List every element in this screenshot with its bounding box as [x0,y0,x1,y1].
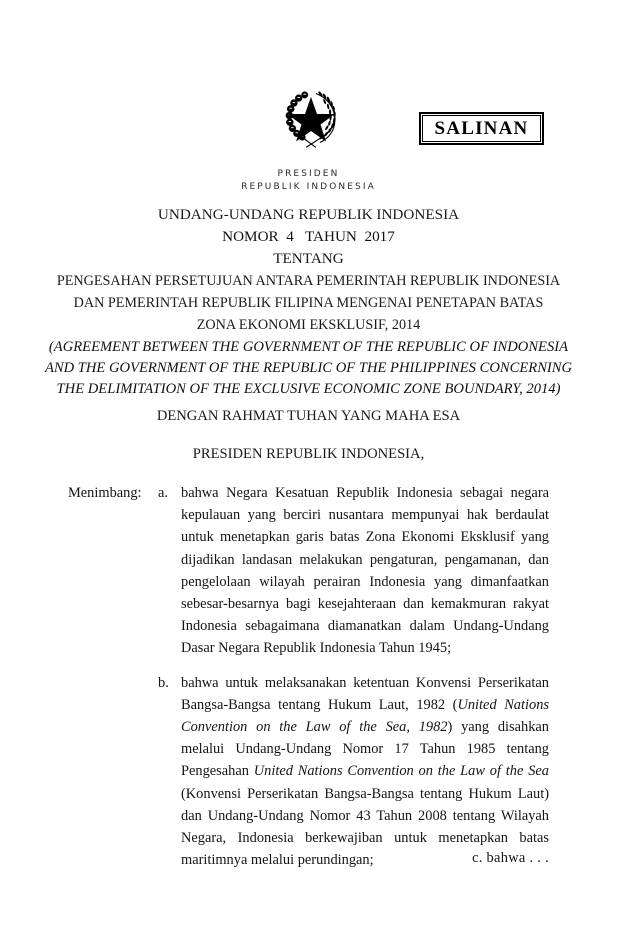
preamble-line-presiden: PRESIDEN REPUBLIK INDONESIA, [192,446,425,462]
document-header [0,70,617,165]
title-line-nomor-tahun: NOMOR 4 TAHUN 2017 [222,228,395,245]
preamble-block [0,406,617,464]
salinan-stamp-inner [422,115,541,142]
document-title-block [0,204,617,400]
title-line-subject-2: DAN PEMERINTAH REPUBLIK FILIPINA MENGENAI PENETAPAN BATAS [73,295,544,311]
text-run: ) yang disahkan melalui Undang-Undang Nomor 17 Tahun 1985 tentang Pengesahan [181,719,549,780]
presidential-seal-star-wreath-icon [276,78,346,158]
salinan-stamp-label: SALINAN [434,118,529,139]
salinan-stamp [419,112,544,145]
presiden-caption [0,168,617,194]
considerans-first-row [0,482,617,660]
title-english-line-2: AND THE GOVERNMENT OF THE REPUBLIC OF THE PHILIPPINES CONCERNING [44,360,573,376]
considerans-item-a [0,482,617,660]
text-run: (Konvensi Perserikatan Bangsa-Bangsa tentang Hukum Laut) dan Undang-Undang Nomor 43 Tahun 2008 tentang Wilayah Negara, Indonesia berkewajiban untuk menetapkan batas maritimnya melalui perundingan; [181,785,549,869]
considerans-item-b-marker: b. [158,674,169,691]
preamble-spacer [0,426,617,444]
title-line-undang-undang: UNDANG-UNDANG REPUBLIK INDONESIA [157,206,460,223]
title-english-line-1: (AGREEMENT BETWEEN THE GOVERNMENT OF THE REPUBLIC OF INDONESIA [48,339,569,355]
considerans-item-b [0,672,617,872]
page-continuation-note: c. bahwa . . . [472,850,549,866]
title-line-tentang: TENTANG [273,250,344,267]
preamble-line-rahmat: DENGAN RAHMAT TUHAN YANG MAHA ESA [156,408,461,424]
italic-citation: United Nations Convention on the Law of the Sea, 1982 [181,696,549,736]
considerans-item-a-text: bahwa Negara Kesatuan Republik Indonesia sebagai negara kepulauan yang berciri nusantara mempunyai hak berdaulat untuk menetapkan garis batas Zona Ekonomi Eksklusif yang dijadikan landasan melakukan pengaturan, pengamanan, dan pengelolaan wilayah perairan Indonesia yang dimanfaatkan sebesar-besarnya bagi kesejahteraan dan kemakmuran rakyat Indonesia sebagaimana diamanatkan dalam Undang-Undang Dasar Negara Republik Indonesia Tahun 1945; [181,485,549,657]
title-english-block [0,337,617,400]
title-line-subject-3: ZONA EKONOMI EKSKLUSIF, 2014 [196,317,421,333]
considerans-section [0,482,617,883]
considerans-item-a-marker: a. [158,485,168,501]
title-english-line-3: THE DELIMITATION OF THE EXCLUSIVE ECONOMIC ZONE BOUNDARY, 2014) [56,381,561,397]
presiden-caption-line2: REPUBLIK INDONESIA [241,182,376,192]
presiden-caption-line1: PRESIDEN [277,169,340,179]
italic-citation: United Nations Convention on the Law of the Sea [253,763,549,780]
text-run: bahwa untuk melaksanakan ketentuan Konvensi Perserikatan Bangsa-Bangsa tentang Hukum Laut, 1982 ( [181,674,549,713]
title-line-subject-1: PENGESAHAN PERSETUJUAN ANTARA PEMERINTAH REPUBLIK INDONESIA [56,273,561,289]
considerans-item-b-text [181,672,549,872]
considerans-label: Menimbang: [68,485,142,501]
